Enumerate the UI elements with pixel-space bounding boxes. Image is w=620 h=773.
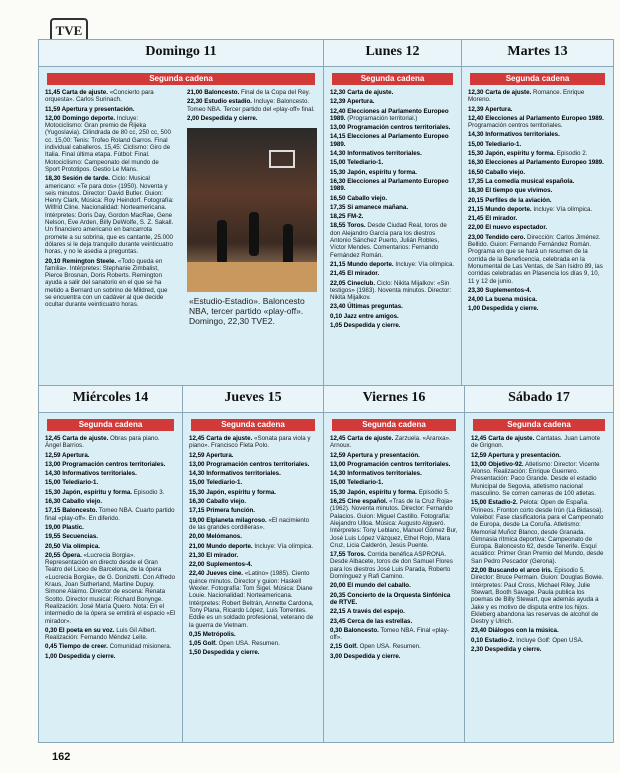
program: 15,00 Telediario-1. — [330, 479, 384, 487]
channel-band: Segunda cadena — [332, 73, 453, 85]
domingo-col-right — [181, 89, 323, 326]
page-number: 162 — [52, 751, 71, 763]
channel-band: Segunda cadena — [191, 419, 315, 431]
program: 24,00 La buena música. — [468, 296, 538, 304]
program: 12,40 Elecciones al Parlamento Europeo 1989. (Programación territorial.) — [330, 107, 449, 122]
program: 15,30 Japón, espíritu y forma. Episodio 3. — [45, 488, 165, 496]
program: 17,15 Baloncesto. Tomeo NBA. Cuarto partido final «play-off». En diferido. — [45, 507, 175, 522]
program: 21,00 Baloncesto. Final de la Copa del Rey. — [187, 89, 311, 96]
program: 22,00 El nuevo espectador. — [468, 224, 548, 232]
program: 0,35 Metrópolis. — [189, 630, 236, 638]
program: 14,30 Informativos territoriales. — [189, 470, 281, 478]
program: 22,40 Jueves cine. «Latino» (1985). Ciento quince minutos. Director y guion: Haskell Wexler. Fotografía: Tom Sigel. Música: Diane Louie. Nacionalidad: Norteamericana. Intérpretes: Robert Beltrán, Annette Cardona, Tony Plana, Ricardo López, Luis Torrentes. Eddie es un soldado profesional, veterano de la guerra de Vietnam. — [189, 570, 314, 629]
day-viernes — [324, 386, 465, 742]
program: 20,35 Concierto de la Orquesta Sinfónica de RTVE. — [330, 591, 451, 606]
program: 14,30 Informativos territoriales. — [468, 131, 560, 139]
program: 17,55 Toros. Corrida benéfica ASPRONA. Desde Albacete, toros de don Samuel Flores para los diestros José Luis Parada, Roberto Domínguez y Rafi Camino. — [330, 551, 453, 581]
domingo-col-left — [39, 89, 181, 326]
program: 21,45 El mirador. — [468, 215, 518, 223]
program: 20,50 Vía olímpica. — [45, 542, 101, 550]
channel-band: Segunda cadena — [47, 419, 174, 431]
program: 12,59 Apertura. — [189, 451, 234, 459]
program: 14,30 Informativos territoriales. — [45, 470, 137, 478]
program: 2,15 Golf. Open USA. Resumen. — [330, 643, 421, 651]
program: 12,30 Carta de ajuste. — [330, 89, 394, 96]
program: 21,45 El mirador. — [330, 270, 380, 278]
program: 12,45 Carta de ajuste. «Sonata para viola y piano». Francisco Fleta Polo. — [189, 435, 311, 450]
channel-band: Segunda cadena — [332, 419, 456, 431]
program: 23,45 Cerca de las estrellas. — [330, 617, 413, 625]
program: 0,30 Baloncesto. Tomeo NBA. Final «play-off». — [330, 626, 449, 642]
program: 12,59 Apertura y presentación. — [471, 451, 561, 459]
channel-band: Segunda cadena — [47, 73, 315, 85]
program: 15,30 Japón, espíritu y forma. — [330, 168, 417, 176]
program: 2,00 Despedida y cierre. — [187, 114, 258, 122]
program: 13,00 Programación centros territoriales. — [45, 460, 166, 468]
program: 20,55 Ópera. «Lucrecia Borgia». Representación en directo desde el Gran Teatro del Liceo de Barcelona, de la ópera «Lucrecia Borgia», de G. Donizetti. Con Alfredo Kraus, Joan Sutherland, Martine Dupuy. Simone Alaimo. Director de escena: Renata Scotto. Director musical: Richard Bonynge. Realización: José María Quero. Nota: En el intermedio de la ópera se emitirá el espacio «El mirador». — [45, 551, 176, 625]
program: 14,30 Informativos territoriales. — [330, 470, 422, 478]
program: 16,30 Caballo viejo. — [189, 498, 247, 506]
program: 0,30 El poeta en su voz. Luis Gil Albert. Realización: Fernando Méndez Leite. — [45, 626, 157, 642]
player-figure — [249, 212, 259, 256]
day-lunes — [324, 40, 462, 386]
program: 21,00 Mundo deporte. Incluye: Vía olímpica. — [189, 542, 314, 550]
program: 15,00 Telediario-1. — [330, 159, 384, 167]
day-title: Viernes 16 — [324, 386, 464, 413]
program: 11,45 Carta de ajuste. «Concierto para orquesta». Carlos Surinach. — [45, 89, 154, 104]
court-floor — [187, 262, 317, 292]
program: 23,40 Diálogos con la música. — [471, 627, 559, 635]
day-title: Martes 13 — [462, 40, 613, 67]
program: 11,59 Apertura y presentación. — [45, 105, 135, 113]
program: 12,39 Apertura. — [330, 98, 375, 106]
day-sabado — [465, 386, 613, 742]
program: 16,30 Elecciones al Parlamento Europeo 1989. — [468, 159, 604, 167]
program: 13,00 Programación centros territoriales. — [189, 460, 310, 468]
program: 18,30 El tiempo que vivimos. — [468, 187, 553, 195]
program: 12,45 Carta de ajuste. Cantatas. Juan Lamote de Grignon. — [471, 435, 601, 450]
program: 14,30 Informativos territoriales. — [330, 150, 422, 158]
day-domingo — [39, 40, 324, 386]
program: 17,35 Si amanece mañana. — [330, 203, 409, 211]
program: 18,30 Sesión de tarde. Ciclo: Musical americano: «Te para dos» (1950). Noventa y seis minutos. Director: David Butler. Guion: Henry Clark, Música: Roy Heindorf. Fotografía: Wilfrid Cline. Nacionalidad: Norteamericana. Intérpretes: Doris Day, Gordon MacRae, Gene Nelson, Eve Arden, Billy DeWolfe, S. Z. Sakall. Un financiero americano en bancarrota promete a su sobrina, que es cantante, 25.000 dólares si le deja tranquilo durante veinticuatro horas, y no le asedia a preguntas. — [45, 175, 174, 256]
program: 20,00 Melómanos. — [189, 533, 242, 541]
program: 13,00 Objetivo-92. Atletismo: Director: Vicente Alonso. Realización: Enrique Guerrero. Presentación: Paco Grande. Desde el estadio Municipal de Segovia, atletismo nacional masculino. Se corren carreras de 100 atletas. — [471, 460, 600, 498]
day-martes — [462, 40, 613, 386]
program: 23,30 Suplementos-4. — [468, 286, 532, 294]
program: 21,15 Mundo deporte. Incluye: Vía olímpica. — [330, 260, 455, 268]
program: 1,05 Despedida y cierre. — [330, 322, 401, 330]
day-title: Domingo 11 — [39, 40, 323, 67]
program: 20,00 El mundo del caballo. — [330, 582, 411, 590]
photo-caption: «Estudio-Estadio». Baloncesto NBA, tercer partido «play-off». Domingo, 22,30 TVE2. — [189, 296, 305, 327]
program: 15,00 Telediario-1. — [45, 479, 99, 487]
basketball-hoop — [269, 150, 295, 168]
basketball-photo — [187, 128, 317, 292]
program: 23,40 Últimas preguntas. — [330, 303, 403, 311]
program: 15,30 Japón, espíritu y forma. Episodio 5. — [330, 488, 450, 496]
program: 22,00 Suplementos-4. — [189, 561, 253, 569]
program: 19,00 Elplaneta milagroso. «El nacimiento de las grandes cordilleras». — [189, 516, 310, 531]
program: 19,55 Secuencias. — [45, 533, 98, 541]
program: 21,15 Mundo deporte. Incluye: Vía olímpica. — [468, 205, 593, 213]
program: 16,30 Caballo viejo. — [45, 498, 103, 506]
program: 22,00 Buscando el arco iris. Episodio 5. Director: Bruce Permain. Guion: Douglas Bowie. Intérpretes: Paul Cross, Michael Riley, Julie Stewart, Booth Savage. Paula publica los poemas de Billy Stewart, que además ayuda a Jake y es motivo de disputa entre los hijos. Ekleberg abandona las reservas de alcohol de Destry y Ulrich. — [471, 567, 604, 626]
program: 19,00 Plastic. — [45, 523, 84, 531]
program: 20,10 Remington Steele. «Todo queda en familia». Intérpretes: Stephanie Zimbalist, Pierce Brosnan, Doris Roberts. Remington ayuda a salir del sanatorio en el que se ha metido a Bernard un sobrino de Mildred, que se encuentra con un cadáver al que decide ocultar durante veinticuatro horas. — [45, 257, 168, 309]
program: 1,50 Despedida y cierre. — [189, 649, 260, 657]
program: 12,45 Carta de ajuste. Zarzuela. «Aranxa». Arnoux. — [330, 435, 451, 450]
day-miercoles — [39, 386, 183, 742]
program: 15,00 Telediario-1. — [468, 140, 522, 148]
program: 12,39 Apertura. — [468, 105, 513, 113]
program: 1,05 Golf. Open USA. Resumen. — [189, 640, 280, 648]
program: 12,40 Elecciones al Parlamento Europeo 1989. Programación centros territoriales. — [468, 114, 604, 130]
tve-logo: TVE — [50, 18, 88, 48]
program: 22,05 Cineclub. Ciclo: Nikita Mijalkov: «Sin testigos» (1983). Noventa minutos. Director: Nikita Mijalkov. — [330, 279, 452, 302]
program: 14,15 Elecciones al Parlamento Europeo 1989. — [330, 133, 449, 148]
program: 15,00 Telediario-1. — [189, 479, 243, 487]
program: 12,45 Carta de ajuste. Obras para piano. Ángel Barrios. — [45, 435, 160, 450]
program: 12,59 Apertura. — [45, 451, 90, 459]
program: 15,00 Estadio-2. Pelota: Open de España. Pirineos. Fronton corto desde Irún (La Bidasoa). Voleibol: Fase clasificatoria para el Campeonato de Europa, desde La Coruña. Atletismo: Memorial Muñoz Blanco, desde Granada. Gimnasia rítmica deportiva: Campeonato de Europa. Baloncesto 62, desde Tenerife. Esquí acuático: Primer Gran Premio del Mundo, desde San Pedro Pescador (Gerona). — [471, 499, 604, 565]
program: 22,30 Estudio estadio. Incluye: Baloncesto. Tomeo NBA. Tercer partido del «play-off» final. — [187, 98, 315, 113]
program: 0,45 Tiempo de creer. Comunidad misionera. — [45, 643, 172, 651]
schedule-grid — [38, 39, 614, 743]
program: 0,10 Jazz entre amigos. — [330, 312, 399, 320]
program: 12,00 Domingo deporte. Incluye: Motociclismo: Gran premio de Rijeka (Yugoslavia). Cilindrada de 80 cc, 250 cc, 500 cc. 15,00: Tenis: Trofeo Roland Garros. Final individual caballeros. 15,45: Ciclismo: Giro de Italia. Final última etapa. Fútbol: Final. Motociclismo: Campeonato del mundo de Sport Prototipos. Gestio Le Mans. — [45, 114, 171, 173]
program: 18,55 Toros. Desde Ciudad Real, toros de don Alejandro García para los diestros Antonio Sánchez Puerto, Julián Robles, Víctor Mendes. Comentarios: Fernando Fernández Román. — [330, 222, 447, 259]
day-title: Lunes 12 — [324, 40, 461, 67]
program: 1,00 Despedida y cierre. — [45, 652, 116, 660]
program: 23,00 Tendido cero. Dirección: Carlos Jiménez. Bellido. Guion: Fernando Fernández Román. Programa en que se hará un resumen de la corrida de la Beneficencia, celebrada en la Monumental de Las Ventas, de San Isidro 89, las corridas celebradas en Plasencia los días 9, 10, 11 y 12 de junio. — [468, 233, 603, 285]
channel-band: Segunda cadena — [473, 419, 605, 431]
channel-band: Segunda cadena — [470, 73, 605, 85]
program: 16,50 Caballo viejo. — [330, 194, 388, 202]
program: 2,30 Despedida y cierre. — [471, 646, 542, 654]
domingo-columns — [39, 89, 323, 326]
program: 17,35 La comedia musical española. — [468, 177, 575, 185]
program: 13,00 Programación centros territoriales. — [330, 460, 451, 468]
program: 21,30 El mirador. — [189, 551, 239, 559]
program: 22,15 A través del espejo. — [330, 608, 405, 616]
program: 17,15 Primera función. — [189, 507, 256, 515]
day-title: Sábado 17 — [465, 386, 613, 413]
day-jueves — [183, 386, 324, 742]
program: 16,25 Cine español. «Tras de la Cruz Roja» (1962). Noventa minutos. Director: Fernando Palacios. Guion: Miguel Castillo. Fotografía: Alejandro Ulloa. Música: Augusto Algueró. Intérpretes: Tony Leblanc, Manuel Gómez Bur, José Luis López Vázquez, Ethel Rojo, Mara Cruz, Licia Calderón, Jesús Puente. — [330, 498, 458, 549]
program: 1,00 Despedida y cierre. — [468, 305, 539, 313]
program: 15,30 Japón, espíritu y forma. Episodio 2. — [468, 150, 588, 158]
program: 18,25 FM-2. — [330, 213, 364, 221]
program: 13,00 Programación centros territoriales. — [330, 124, 451, 132]
program: 12,30 Carta de ajuste. Romance. Enrique Moreno. — [468, 89, 585, 104]
program: 16,30 Elecciones al Parlamento Europeo 1989. — [330, 177, 449, 193]
player-figure — [217, 220, 227, 264]
day-title: Miércoles 14 — [39, 386, 182, 413]
program: 12,59 Apertura y presentación. — [330, 451, 420, 459]
program: 0,10 Estadio-2. Incluye Golf: Open USA. — [471, 636, 584, 644]
program: 16,50 Caballo viejo. — [468, 168, 526, 176]
program: 3,00 Despedida y cierre. — [330, 652, 401, 660]
program: 15,30 Japón, espíritu y forma. — [189, 488, 276, 496]
program: 20,15 Perfiles de la aviación. — [468, 196, 552, 204]
day-title: Jueves 15 — [183, 386, 323, 413]
